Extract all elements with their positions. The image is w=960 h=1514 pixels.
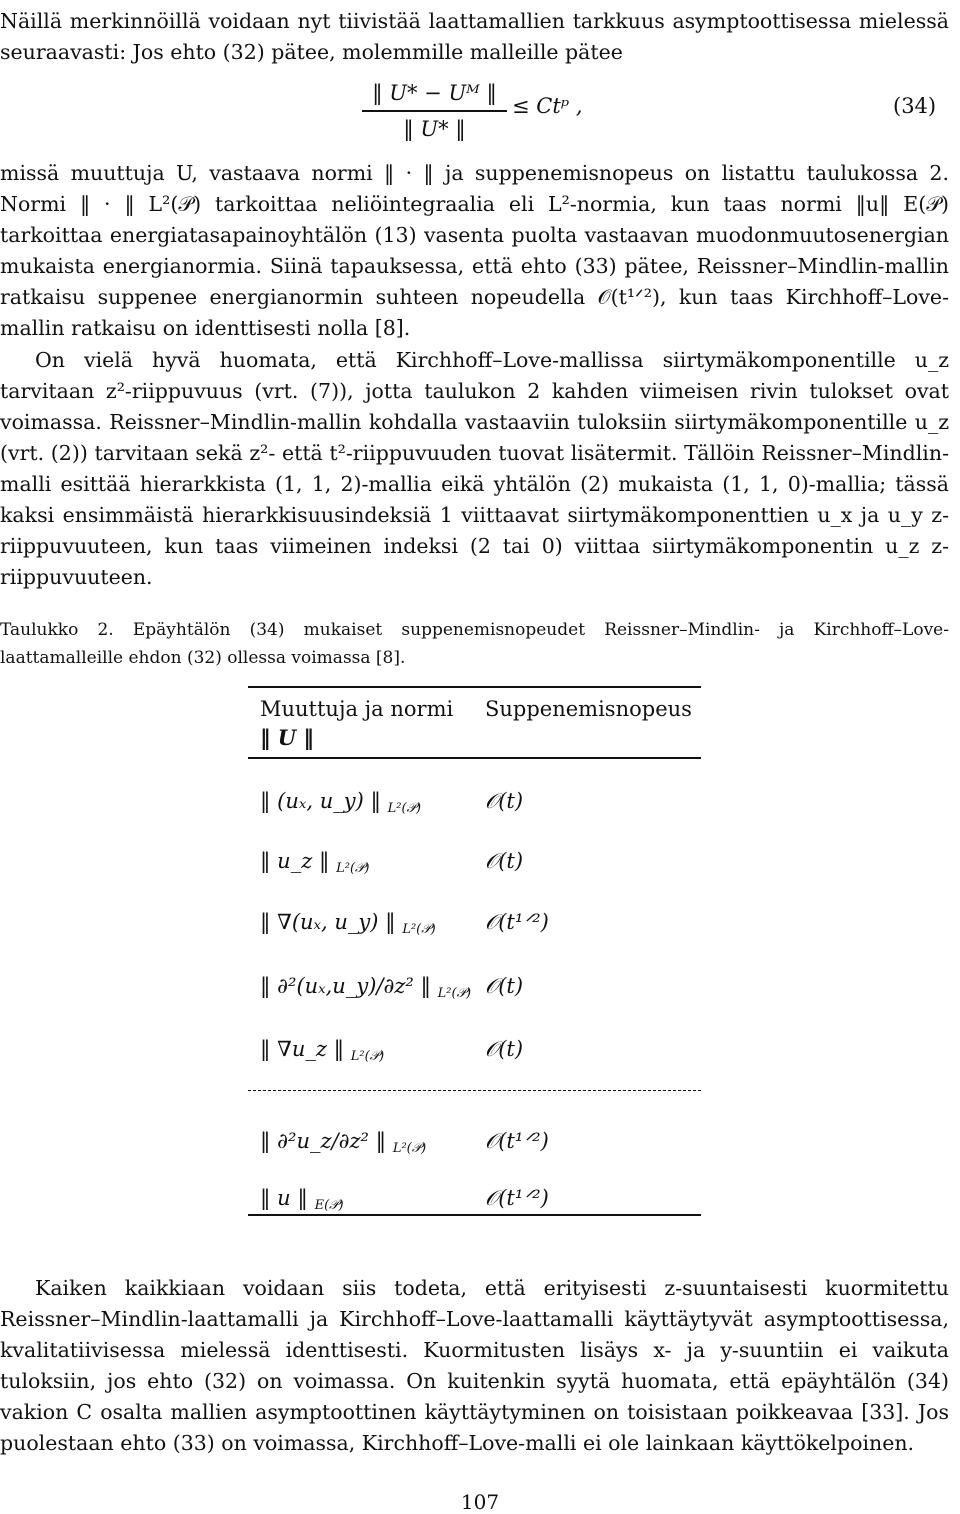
table-top-rule: [248, 686, 701, 688]
table-row-rate: 𝒪(t): [485, 789, 524, 813]
page-number: 107: [460, 1490, 500, 1514]
norm-subscript: L²(𝒫): [392, 1141, 427, 1156]
table-row-norm: [260, 786, 421, 824]
norm-expression: ‖ ∇(uₓ, u_y) ‖: [260, 910, 396, 934]
table-row-rate: 𝒪(t¹ᐟ²): [485, 910, 549, 934]
table-row-rate: 𝒪(t¹ᐟ²): [485, 1129, 549, 1153]
table-row-norm: [260, 907, 436, 945]
norm-subscript: L²(𝒫): [387, 801, 422, 816]
equation-fraction: [362, 78, 507, 144]
norm-expression: ‖ (uₓ, u_y) ‖: [260, 789, 381, 813]
table-row-norm: [260, 846, 370, 884]
equation-denominator: ‖ U* ‖: [403, 116, 466, 141]
table-row-rate: 𝒪(t): [485, 974, 524, 998]
table-bottom-rule: [248, 1214, 701, 1216]
norm-subscript: L²(𝒫): [336, 861, 370, 876]
header-convergence-rate: Suppenemisnopeus: [485, 697, 692, 721]
paragraph-norms: missä muuttuja U, vastaava normi ‖ · ‖ ja suppenemisnopeus on listattu taulukossa 2. Normi ‖ · ‖ L²(𝒫) tarkoittaa neliöintegraalia eli L²-normia, kun taas normi ‖u‖ E(𝒫) tarkoittaa energiatasapainoyhtälön (13) vasenta puolta vastaavan muodonmuutosenergian mukaista energianormia. Siinä tapauksessa, että ehto (33) pätee, Reissner–Mindlin-mallin ratkaisu suppenee energianormin suhteen nopeudella 𝒪(t¹ᐟ²), kun taas Kirchhoff–Love-mallin ratkaisu on identtisesti nolla [8].: [0, 161, 949, 340]
norm-expression: ‖ u ‖: [260, 1186, 308, 1210]
norm-expression: ‖ ∇u_z ‖: [260, 1037, 345, 1061]
table-dashed-separator: [248, 1090, 701, 1091]
table-header-rule: [248, 757, 701, 759]
table-row-norm: [260, 971, 471, 1009]
header-norm-symbol: ‖ U ‖: [260, 725, 314, 750]
table-caption: Taulukko 2. Epäyhtälön (34) mukaiset suppenemisnopeudet Reissner–Mindlin- ja Kirchhoff–Love-laattamalleille ehdon (32) ollessa voimassa [8].: [0, 620, 949, 668]
paragraph-conclusion: Kaiken kaikkiaan voidaan siis todeta, että erityisesti z-suuntaisesti kuormitettu Reissner–Mindlin-laattamalli ja Kirchhoff–Love-laattamalli käyttäytyvät asymptoottisessa, kvalitatiivisessa mielessä identtisesti. Kuormitusten lisäys x- ja y-suuntiin ei vaikuta tuloksiin, jos ehto (32) on voimassa. On kuitenkin syytä huomata, että epäyhtälön (34) vakion C osalta mallien asymptoottinen käyttäytyminen on toisistaan poikkeavaa [33]. Jos puolestaan ehto (33) on voimassa, Kirchhoff–Love-malli ei ole lainkaan käyttökelpoinen.: [0, 1276, 949, 1455]
intro-paragraph: Näillä merkinnöillä voidaan nyt tiivistää laattamallien tarkkuus asymptoottisessa mielessä seuraavasti: Jos ehto (32) pätee, molemmille malleille pätee: [0, 9, 949, 64]
norm-expression: ‖ u_z ‖: [260, 849, 330, 873]
norm-subscript: L²(𝒫): [350, 1049, 385, 1064]
norm-expression: ‖ ∂²u_z/∂z² ‖: [260, 1129, 387, 1153]
table-row-rate: 𝒪(t¹ᐟ²): [485, 1186, 549, 1210]
norm-subscript: L²(𝒫): [437, 986, 472, 1001]
convergence-table: [248, 686, 701, 1216]
table-row-rate: 𝒪(t): [485, 1037, 524, 1061]
fraction-bar: [362, 110, 507, 112]
header-variable-norm: Muuttuja ja normi: [260, 697, 454, 721]
table-row-rate: 𝒪(t): [485, 849, 524, 873]
table-row-norm: [260, 1126, 426, 1164]
table-row-norm: [260, 1034, 384, 1072]
norm-subscript: L²(𝒫): [402, 922, 436, 937]
norm-expression: ‖ ∂²(uₓ,u_y)/∂z² ‖: [260, 974, 431, 998]
equation-numerator: ‖ U* − Uᴹ ‖: [372, 81, 497, 105]
equation-label: (34): [893, 94, 937, 118]
norm-subscript: E(𝒫): [314, 1198, 344, 1213]
paragraph-kirchhoff-note: On vielä hyvä huomata, että Kirchhoff–Love-mallissa siirtymäkomponentille u_z tarvitaan z²-riippuvuus (vrt. (7)), jotta taulukon 2 kahden viimeisen rivin tulokset ovat voimassa. Reissner–Mindlin-mallin kohdalla vastaaviin tuloksiin siirtymäkomponentille u_z (vrt. (2)) tarvitaan sekä z²- että t²-riippuvuuden tuovat lisätermit. Tällöin Reissner–Mindlin-malli esittää hierarkkista (1, 1, 2)-mallia eikä yhtälön (2) mukaista (1, 1, 0)-mallia; tässä kaksi ensimmäistä hierarkkisuusindeksiä 1 viittaavat siirtymäkomponenttien u_x ja u_y z-riippuvuuteen, kun taas viimeinen indeksi (2 tai 0) viittaa siirtymäkomponentin u_z z-riippuvuuteen.: [0, 348, 949, 589]
equation-rhs: ≤ Ctᵖ ,: [512, 94, 583, 118]
